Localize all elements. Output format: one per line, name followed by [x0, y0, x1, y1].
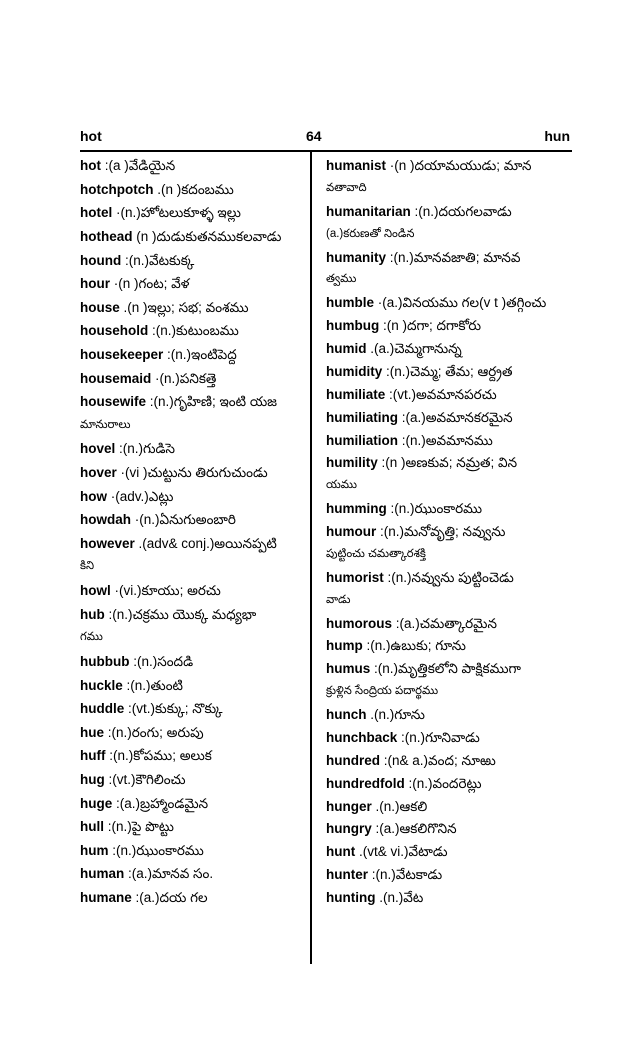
definition: .(n.)గూను [366, 707, 425, 722]
definition: ·(n )దయామయుడు; మాన [386, 158, 532, 173]
dictionary-entry [80, 605, 256, 624]
headword: hunt [326, 844, 356, 860]
headword: hug [80, 771, 105, 787]
definition: :(n.)చెమ్మ; తేమ; ఆర్ద్రత [382, 363, 513, 379]
definition: :(a.)దయ గల [131, 890, 208, 905]
dictionary-entry [326, 705, 425, 724]
dictionary-entry [326, 293, 546, 312]
headword: hub [80, 606, 105, 622]
definition: :(n.)గూనివాడు [397, 729, 480, 745]
definition: :(n.)మానవజాతి; మానవ [386, 249, 521, 265]
definition: :(n.)మృత్తికలోని పాక్షికముగా [370, 661, 521, 677]
dictionary-entry [80, 676, 183, 695]
dictionary-entry [80, 274, 189, 293]
headword: hungry [326, 821, 372, 837]
dictionary-entry [80, 298, 249, 317]
definition: :(n.)రంగు; అరుపు [104, 724, 204, 740]
definition: ·(n )గంట; వేళ [110, 276, 190, 292]
dictionary-entry [326, 842, 448, 861]
definition: ·(vi.)కూయు; అరచు [110, 583, 221, 598]
definition: :(a.)చమత్కారమైన [392, 615, 497, 631]
definition: త్వము [326, 273, 357, 286]
headword: humidity [326, 363, 383, 379]
dictionary-entry [326, 522, 505, 541]
headword: hump [326, 638, 363, 654]
definition: :(n.)గుడిసె [115, 441, 176, 457]
dictionary-entry [80, 652, 193, 671]
definition: :(n )అణకువ; నమ్రత; విన [377, 455, 518, 471]
headword: hue [80, 724, 105, 740]
headword: household [80, 323, 149, 339]
headword: huckle [80, 677, 123, 693]
definition: .(vt& vi.)వేటాడు [355, 844, 448, 860]
definition: మానురాలు [80, 418, 131, 431]
dictionary-entry [80, 203, 241, 222]
definition: :(n.)కోపము; అలుక [105, 748, 212, 764]
definition: గము [80, 631, 103, 644]
definition: .(n.)ఆకలి [371, 798, 428, 814]
entry-continuation [80, 416, 130, 435]
headword: humanitarian [326, 203, 411, 219]
entry-continuation [80, 557, 94, 576]
definition: :(n.)వేటకాడు [368, 867, 443, 883]
header-left-guide-word: hot [80, 128, 102, 144]
dictionary-entry [326, 728, 480, 747]
definition: .(n )ఇల్లు; సభ; వంశము [119, 299, 249, 315]
dictionary-entry [326, 865, 442, 884]
headword: how [80, 488, 107, 504]
headword: hull [80, 819, 104, 835]
definition: :(n.)ఉబుకు; గూను [362, 638, 466, 654]
dictionary-entry [326, 385, 497, 404]
definition: ·(adv.)ఎట్లు [107, 488, 174, 504]
headword: hovel [80, 441, 116, 457]
definition: :(a.)మానవ సం. [124, 866, 214, 882]
dictionary-entry [326, 453, 517, 472]
definition: ·(n.)ఏనుగుఅంబారి [131, 512, 236, 528]
headword: humid [326, 341, 367, 356]
entry-continuation [326, 591, 351, 610]
dictionary-entry [80, 463, 268, 482]
dictionary-entry [80, 369, 216, 388]
headword: hound [80, 252, 122, 268]
dictionary-entry [80, 794, 208, 813]
dictionary-entry [80, 227, 281, 246]
headword: hunger [326, 798, 372, 814]
headword: humanist [326, 158, 387, 173]
headword: hundredfold [326, 775, 405, 791]
headword: humus [326, 661, 371, 677]
headword: hothead [80, 228, 133, 244]
entry-continuation [326, 476, 357, 495]
dictionary-entry [326, 499, 482, 518]
column-divider [310, 150, 312, 964]
dictionary-entry [80, 864, 213, 883]
dictionary-entry [80, 699, 222, 718]
dictionary-entry [80, 392, 277, 411]
definition: :(n.)వేటకుక్క [121, 252, 195, 268]
definition: :(n.)వందరెట్లు [404, 775, 482, 791]
definition: :(a.)అవమానకరమైన [398, 409, 513, 425]
definition: :(vt.)అవమానపరచు [385, 386, 497, 402]
dictionary-entry [80, 180, 234, 199]
headword: house [80, 299, 120, 315]
definition: ·(vi )చుట్టును తిరుగుచుండు [116, 465, 268, 480]
headword: housemaid [80, 370, 152, 386]
headword: humanity [326, 249, 387, 265]
dictionary-entry [326, 362, 512, 381]
entry-continuation [326, 682, 438, 701]
headword: hum [80, 842, 109, 858]
definition: :(n.)మనోవృత్తి; నవ్వును [376, 524, 506, 539]
headword: hundred [326, 752, 380, 768]
headword: hour [80, 276, 110, 292]
definition: :(n.)ఝుంకారము [108, 842, 204, 858]
headword: howdah [80, 512, 131, 528]
definition: ·(n.)హోటలుకూళ్ళ ఇల్లు [112, 205, 241, 221]
definition: :(a )వేడియైన [101, 158, 176, 173]
headword: huge [80, 795, 113, 811]
dictionary-entry [80, 251, 194, 270]
headword: humour [326, 524, 377, 539]
definition: వతావాది [326, 181, 367, 194]
definition: .(n.)వేట [375, 890, 424, 905]
dictionary-entry [80, 439, 175, 458]
headword: humility [326, 455, 378, 471]
definition: :(n.)ఝుంకారము [386, 501, 483, 517]
dictionary-entry [326, 774, 482, 793]
headword: housekeeper [80, 346, 164, 362]
headword: howl [80, 583, 111, 598]
definition: :(n.)దయగలవాడు [410, 203, 512, 219]
headword: hover [80, 465, 117, 480]
dictionary-entry [326, 568, 514, 587]
dictionary-entry [80, 156, 175, 175]
dictionary-entry [326, 408, 513, 427]
dictionary-entry [80, 723, 204, 742]
definition: ·(n.)పనికత్తె [151, 370, 217, 386]
definition: పుట్టించు చమత్కారశక్తి [326, 547, 426, 560]
dictionary-entry [326, 614, 497, 633]
definition: :(n.)చక్రము యొక్క మధ్యభా [104, 606, 257, 622]
definition: క్రుళ్లిన సేంద్రియ పదార్థము [326, 685, 439, 698]
definition: :(n.)గృహిణి; ఇంటి యజ [146, 394, 278, 410]
headword: hubbub [80, 653, 130, 669]
definition: :(vt.)కౌగిలించు [104, 771, 186, 787]
dictionary-entry [80, 345, 237, 364]
dictionary-entry [326, 819, 457, 838]
dictionary-entry [326, 431, 493, 450]
dictionary-entry [80, 487, 173, 506]
entry-continuation [326, 225, 414, 244]
dictionary-entry [326, 797, 427, 816]
headword: humorous [326, 615, 392, 631]
headword: humming [326, 501, 387, 517]
definition: :(n )దగా; దగాకోరు [379, 318, 482, 334]
definition: :(a.)ఆకలిగొనిన [371, 821, 457, 837]
definition: ·(a.)వినయము గల(v t )తగ్గించు [374, 295, 547, 311]
definition: :(n.)పై పొట్టు [104, 819, 174, 835]
definition: :(n.)సందడి [129, 653, 194, 669]
definition: .(a.)చెమ్మగానున్న [366, 341, 462, 356]
entry-continuation [326, 179, 367, 198]
dictionary-entry [326, 202, 512, 221]
dictionary-entry [326, 751, 496, 770]
headword: hunting [326, 890, 376, 905]
dictionary-entry [326, 156, 531, 175]
definition: వాడు [326, 593, 351, 606]
definition: :(vt.)కుక్కు; నొక్కు [124, 701, 223, 717]
dictionary-entry [80, 888, 208, 907]
definition: కిని [80, 560, 95, 573]
definition: .(n )కదంబము [153, 181, 234, 197]
headword: housewife [80, 394, 147, 410]
headword: humiliating [326, 409, 398, 425]
headword: hunch [326, 707, 367, 722]
dictionary-entry [80, 770, 186, 789]
headword: however [80, 535, 135, 551]
headword: hunchback [326, 729, 398, 745]
definition: :(a.)బ్రహ్మాండమైన [112, 795, 209, 811]
dictionary-entry [80, 746, 212, 765]
header-right-guide-word: hun [544, 128, 570, 144]
headword: hotchpotch [80, 181, 154, 197]
headword: humble [326, 295, 375, 311]
definition: :(n.)అవమానము [398, 432, 493, 448]
definition: :(n.)నవ్వును పుట్టించెడు [383, 569, 514, 585]
dictionary-entry [80, 321, 239, 340]
definition: :(n.)కుటుంబము [148, 323, 239, 339]
headword: humiliate [326, 386, 386, 402]
dictionary-entry [326, 636, 466, 655]
definition: :(n& a.)వంద; నూఱు [380, 752, 496, 768]
dictionary-entry [80, 817, 174, 836]
dictionary-entry [80, 510, 236, 529]
entry-continuation [80, 628, 103, 647]
definition: (n )దుడుకుతనముకలవాడు [132, 228, 282, 244]
headword: human [80, 866, 125, 882]
headword: hunter [326, 867, 368, 883]
headword: humorist [326, 569, 384, 585]
page-number: 64 [306, 128, 322, 144]
definition: :(n.)ఇంటిపెద్ద [163, 346, 237, 362]
headword: humiliation [326, 432, 398, 448]
dictionary-entry [326, 316, 481, 335]
headword: huddle [80, 701, 125, 717]
headword: humbug [326, 318, 380, 334]
dictionary-entry [80, 534, 277, 553]
dictionary-entry [326, 659, 521, 678]
headword: huff [80, 748, 106, 764]
entry-continuation [326, 545, 426, 564]
header-rule [80, 150, 572, 152]
dictionary-entry [80, 581, 221, 600]
entry-continuation [326, 270, 356, 289]
headword: hotel [80, 205, 113, 221]
definition: (a.)కరుణతో నిండిన [326, 227, 415, 240]
definition: యము [326, 479, 357, 492]
headword: hot [80, 158, 101, 173]
dictionary-entry [326, 888, 423, 907]
dictionary-entry [326, 248, 521, 267]
dictionary-entry [326, 339, 462, 358]
definition: .(adv& conj.)అయినప్పటి [134, 535, 277, 551]
headword: humane [80, 890, 132, 905]
dictionary-entry [80, 841, 204, 860]
definition: :(n.)తుంటి [122, 677, 183, 693]
